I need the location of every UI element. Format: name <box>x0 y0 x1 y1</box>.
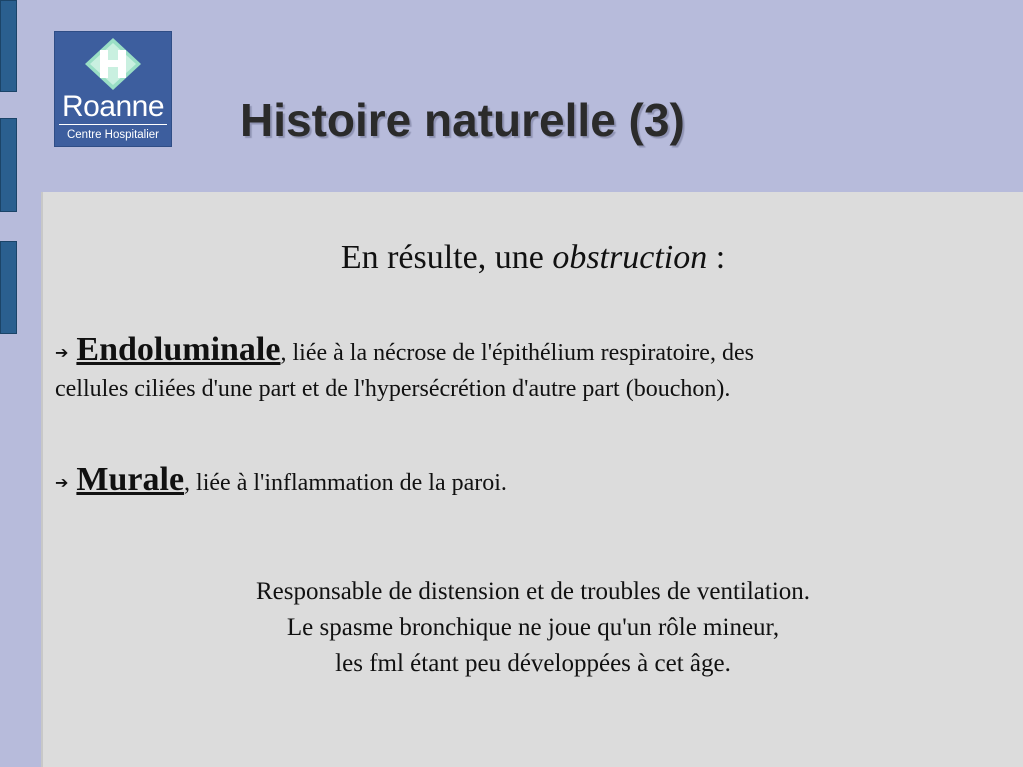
item-text-line1: liée à la nécrose de l'épithélium respiratoire, des <box>292 340 754 366</box>
content-panel <box>41 192 1023 767</box>
intro-suffix: : <box>707 239 726 276</box>
arrow-right-icon: ➔ <box>55 343 69 362</box>
item-text-line2: cellules ciliées d'une part et de l'hypersécrétion d'autre part (bouchon). <box>55 376 731 402</box>
item-endoluminale <box>55 332 975 407</box>
side-bar-2 <box>0 118 17 212</box>
hospital-h-icon <box>81 36 145 92</box>
item-separator: , <box>280 340 293 366</box>
slide-title: Histoire naturelle (3) <box>240 94 685 146</box>
conclusion-line-2: Le spasme bronchique ne joue qu'un rôle mineur, <box>286 614 780 641</box>
side-bar-3 <box>0 241 17 334</box>
item-murale <box>55 462 975 501</box>
arrow-right-icon: ➔ <box>55 473 69 492</box>
logo-divider <box>59 124 167 125</box>
intro-emphasis: obstruction <box>552 239 708 276</box>
hospital-logo <box>54 31 172 147</box>
intro-prefix: En résulte, une <box>340 239 544 276</box>
item-separator: , <box>184 470 197 496</box>
item-term: Endoluminale <box>76 331 281 368</box>
item-term: Murale <box>76 461 185 498</box>
logo-name: Roanne <box>61 90 165 123</box>
intro-line <box>43 236 1023 280</box>
item-text-line1: liée à l'inflammation de la paroi. <box>196 470 507 496</box>
conclusion-line-3: les fml étant peu développées à cet âge. <box>335 650 731 677</box>
side-bar-1 <box>0 0 17 92</box>
conclusion-line-1: Responsable de distension et de troubles de ventilation. <box>255 578 811 605</box>
logo-subtitle: Centre Hospitalier <box>66 129 160 141</box>
